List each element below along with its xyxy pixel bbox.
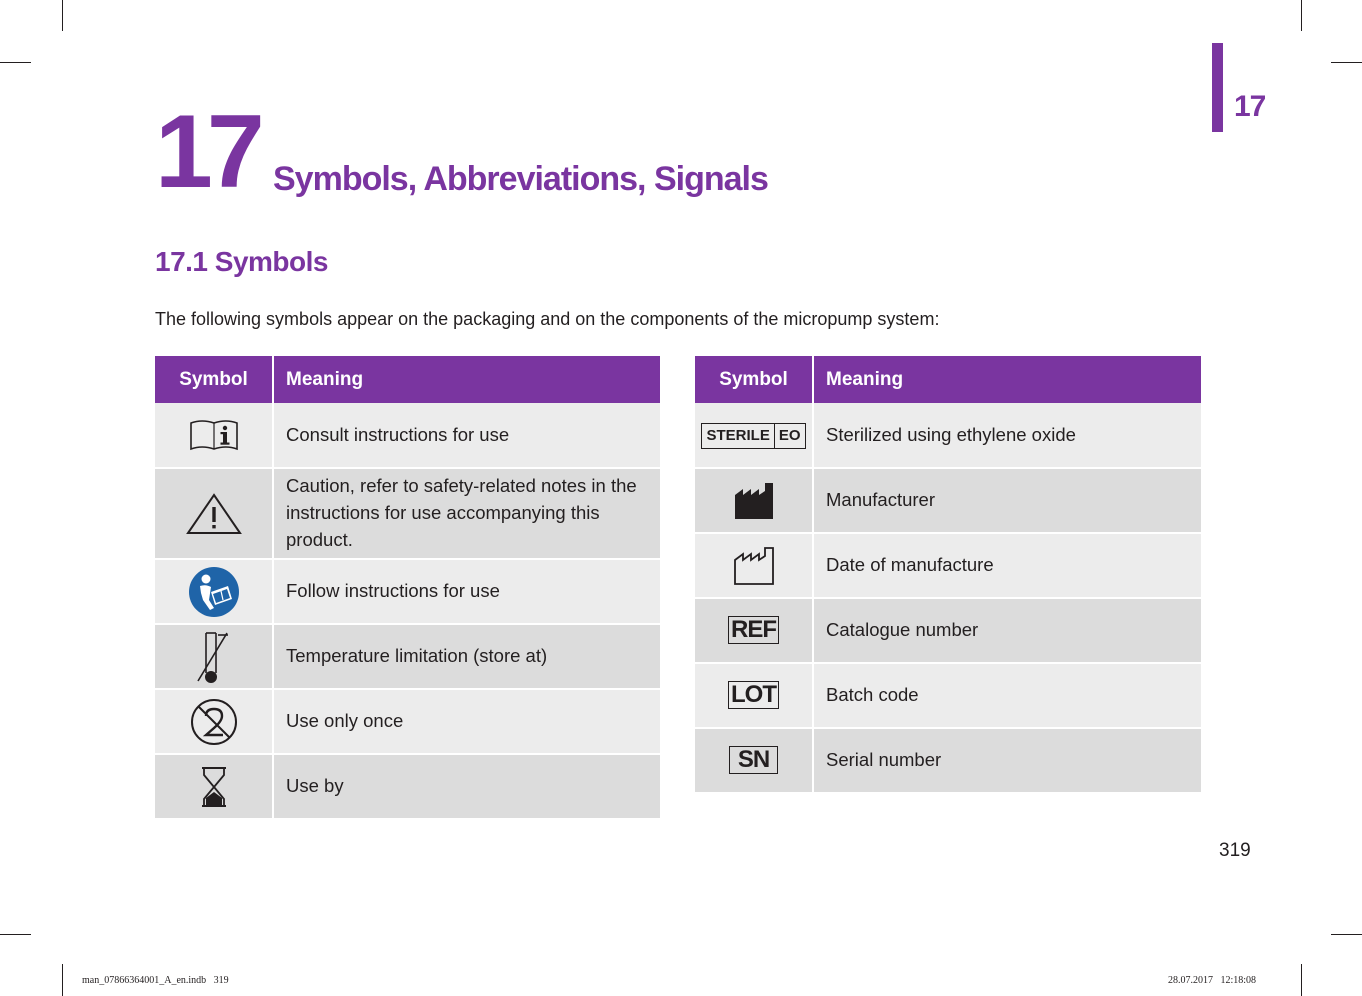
meaning-cell: Sterilized using ethylene oxide: [813, 403, 1201, 468]
crop-mark: [62, 0, 63, 31]
symbol-cell: [695, 533, 813, 598]
table-row: [155, 624, 660, 689]
table-row: [695, 663, 1201, 728]
header-symbol: Symbol: [695, 356, 813, 403]
symbol-cell: [695, 728, 813, 793]
factory-outline-icon: [733, 546, 775, 586]
eo-label: EO: [774, 424, 805, 448]
crop-mark: [1331, 934, 1362, 935]
lot-box-icon: LOT: [728, 681, 779, 709]
chapter-tab-bar: [1212, 43, 1223, 132]
table-row: [695, 728, 1201, 793]
follow-instructions-icon: [188, 566, 240, 618]
symbol-cell: [155, 754, 273, 819]
chapter-tab-number: 17: [1234, 90, 1266, 123]
symbol-cell: [155, 559, 273, 624]
crop-mark: [1331, 62, 1362, 63]
meaning-cell: Follow instructions for use: [273, 559, 660, 624]
meaning-cell: Temperature limitation (store at): [273, 624, 660, 689]
symbol-cell: [155, 689, 273, 754]
hourglass-icon: [199, 765, 229, 809]
crop-mark: [0, 934, 31, 935]
meaning-cell: Batch code: [813, 663, 1201, 728]
table-row: [155, 754, 660, 819]
symbol-cell: [155, 403, 273, 468]
page-number: 319: [1219, 840, 1251, 861]
meaning-cell: Date of manufacture: [813, 533, 1201, 598]
crop-mark: [1301, 964, 1302, 996]
header-meaning: Meaning: [273, 356, 660, 403]
meaning-cell: Consult instructions for use: [273, 403, 660, 468]
thermometer-icon: [194, 629, 234, 685]
table-row: [155, 559, 660, 624]
table-row: [695, 403, 1201, 468]
table-row: [695, 468, 1201, 533]
symbol-cell: [695, 663, 813, 728]
chapter-number: 17: [155, 94, 259, 210]
ref-box-icon: REF: [728, 616, 779, 644]
table-row: [695, 533, 1201, 598]
crop-mark: [62, 964, 63, 996]
table-row: [155, 689, 660, 754]
symbols-table-right: [695, 356, 1201, 794]
book-info-icon: [189, 418, 239, 452]
intro-text: The following symbols appear on the packaging and on the components of the micropump system:: [155, 309, 940, 329]
meaning-cell: Catalogue number: [813, 598, 1201, 663]
symbol-cell: [695, 403, 813, 468]
sterile-label: STERILE: [706, 427, 770, 444]
do-not-reuse-icon: [189, 697, 239, 747]
print-slug-right: 28.07.2017 12:18:08: [1168, 975, 1257, 986]
header-symbol: Symbol: [155, 356, 273, 403]
symbol-cell: [155, 624, 273, 689]
warning-triangle-icon: [186, 492, 242, 536]
crop-mark: [0, 62, 31, 63]
table-row: [155, 468, 660, 559]
print-slug-left: man_07866364001_A_en.indb 319: [82, 975, 229, 986]
sterile-eo-icon: [701, 423, 805, 449]
table-row: [695, 598, 1201, 663]
meaning-cell: Use only once: [273, 689, 660, 754]
table-row: [155, 403, 660, 468]
crop-mark: [1301, 0, 1302, 31]
factory-filled-icon: [733, 481, 775, 521]
symbol-cell: [695, 468, 813, 533]
meaning-cell: Manufacturer: [813, 468, 1201, 533]
meaning-cell: Use by: [273, 754, 660, 819]
symbol-cell: [695, 598, 813, 663]
meaning-cell: Serial number: [813, 728, 1201, 793]
chapter-title: Symbols, Abbreviations, Signals: [273, 160, 768, 198]
symbols-table-left: [155, 356, 660, 820]
section-title: 17.1 Symbols: [155, 246, 328, 277]
header-meaning: Meaning: [813, 356, 1201, 403]
meaning-cell: Caution, refer to safety-related notes in the instructions for use accompanying this product.: [273, 468, 660, 559]
symbol-cell: [155, 468, 273, 559]
sn-box-icon: SN: [729, 746, 778, 774]
